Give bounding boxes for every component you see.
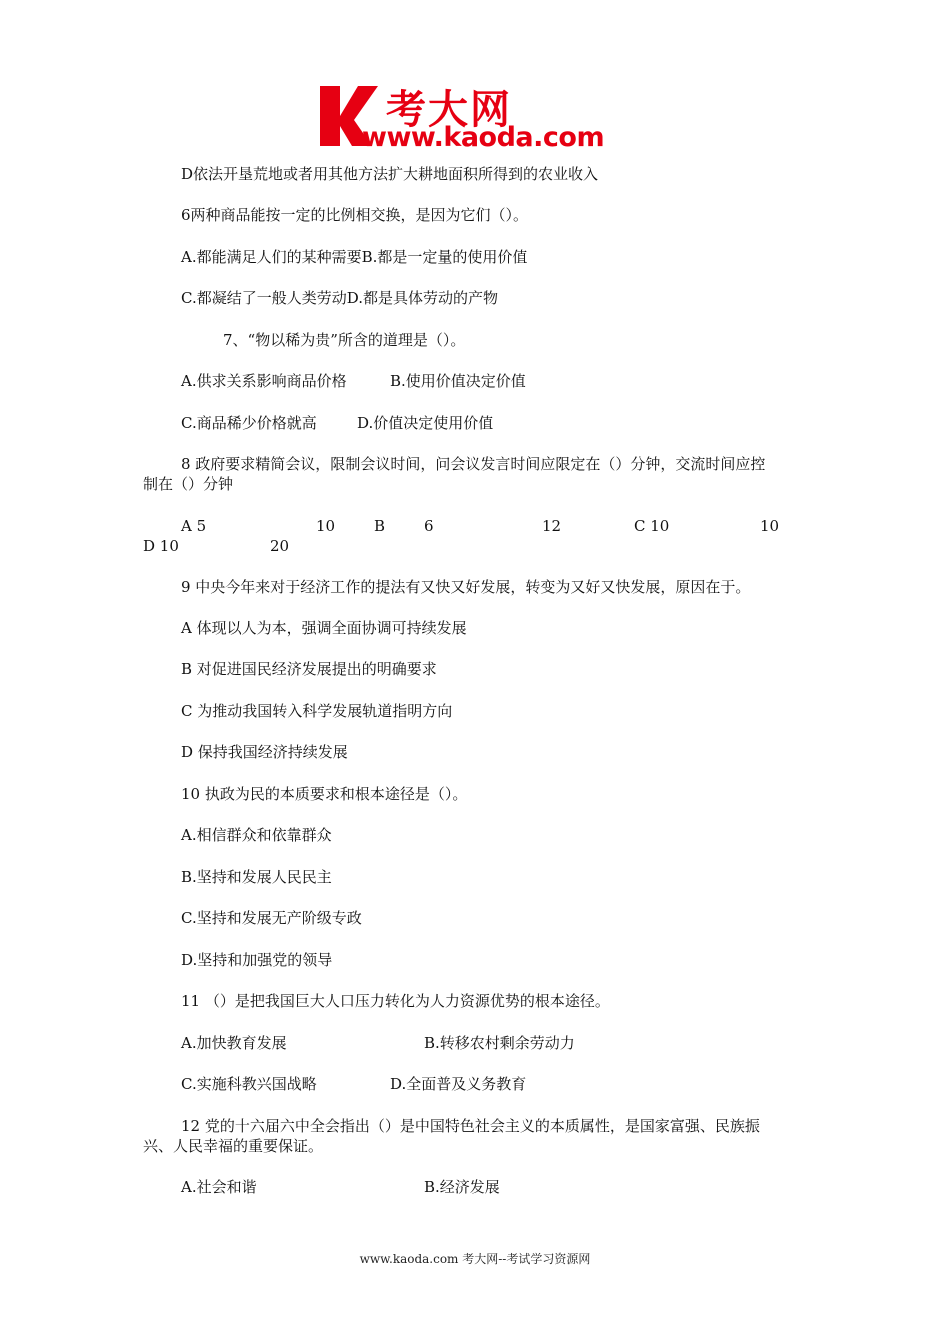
question-12-line-1: 12 党的十六届六中全会指出（）是中国特色社会主义的本质属性，是国家富强、民族振 bbox=[181, 1117, 760, 1135]
question-6: 6两种商品能按一定的比例相交换，是因为它们（）。 bbox=[181, 206, 529, 224]
question-6-options-ab: A.都能满足人们的某种需要B.都是一定量的使用价值 bbox=[181, 248, 528, 266]
question-8-option-c-value: 10 bbox=[760, 517, 780, 535]
question-8-line-2: 制在（）分钟 bbox=[143, 475, 234, 493]
question-10: 10 执政为民的本质要求和根本途径是（）。 bbox=[181, 785, 468, 803]
question-12-option-b: B.经济发展 bbox=[424, 1178, 500, 1196]
logo-chinese-name: 考大网 bbox=[386, 87, 512, 133]
question-12-option-a: A.社会和谐 bbox=[181, 1178, 257, 1196]
question-10-option-b: B.坚持和发展人民民主 bbox=[181, 868, 332, 886]
question-10-option-a: A.相信群众和依靠群众 bbox=[181, 826, 332, 844]
question-11-option-a: A.加快教育发展 bbox=[181, 1034, 287, 1052]
question-11-option-d: D.全面普及义务教育 bbox=[390, 1075, 527, 1093]
logo-url: www.kaoda.com bbox=[362, 122, 605, 153]
page-footer: www.kaoda.com 考大网--考试学习资源网 bbox=[359, 1252, 591, 1266]
question-9-option-c: C 为推动我国转入科学发展轨道指明方向 bbox=[181, 702, 453, 720]
question-11: 11 （）是把我国巨大人口压力转化为人力资源优势的根本途径。 bbox=[181, 992, 610, 1010]
question-9-option-d: D 保持我国经济持续发展 bbox=[181, 743, 348, 761]
question-9: 9 中央今年来对于经济工作的提法有又快又好发展，转变为又好又快发展，原因在于。 bbox=[181, 578, 751, 596]
question-7-option-a: A.供求关系影响商品价格 bbox=[181, 372, 347, 390]
question-8-option-b: B bbox=[374, 517, 386, 535]
question-6-options-cd: C.都凝结了一般人类劳动D.都是具体劳动的产物 bbox=[181, 289, 498, 307]
question-8-option-a-value: 10 bbox=[316, 517, 336, 535]
question-9-option-a: A 体现以人为本，强调全面协调可持续发展 bbox=[181, 619, 467, 637]
question-7-option-b: B.使用价值决定价值 bbox=[390, 372, 526, 390]
option-text: D依法开垦荒地或者用其他方法扩大耕地面积所得到的农业收入 bbox=[181, 165, 599, 183]
question-8-option-c: C 10 bbox=[634, 517, 670, 535]
question-10-option-c: C.坚持和发展无产阶级专政 bbox=[181, 909, 362, 927]
question-7-option-d: D.价值决定使用价值 bbox=[357, 414, 494, 432]
question-9-option-b: B 对促进国民经济发展提出的明确要求 bbox=[181, 660, 437, 678]
question-10-option-d: D.坚持和加强党的领导 bbox=[181, 951, 333, 969]
question-11-option-b: B.转移农村剩余劳动力 bbox=[424, 1034, 575, 1052]
question-8-option-d-value: 20 bbox=[270, 537, 290, 555]
question-12-line-2: 兴、人民幸福的重要保证。 bbox=[143, 1137, 324, 1155]
question-8-option-a: A 5 bbox=[181, 517, 207, 535]
kaoda-logo bbox=[318, 82, 638, 154]
question-8-option-b-value-2: 12 bbox=[542, 517, 562, 535]
question-7: 7、“物以稀为贵”所含的道理是（）。 bbox=[223, 331, 466, 349]
question-7-option-c: C.商品稀少价格就高 bbox=[181, 414, 317, 432]
question-8-option-d: D 10 bbox=[143, 537, 179, 555]
question-11-option-c: C.实施科教兴国战略 bbox=[181, 1075, 317, 1093]
question-8-line-1: 8 政府要求精简会议，限制会议时间，问会议发言时间应限定在（）分钟，交流时间应控 bbox=[181, 455, 766, 473]
question-8-option-b-value-1: 6 bbox=[424, 517, 434, 535]
